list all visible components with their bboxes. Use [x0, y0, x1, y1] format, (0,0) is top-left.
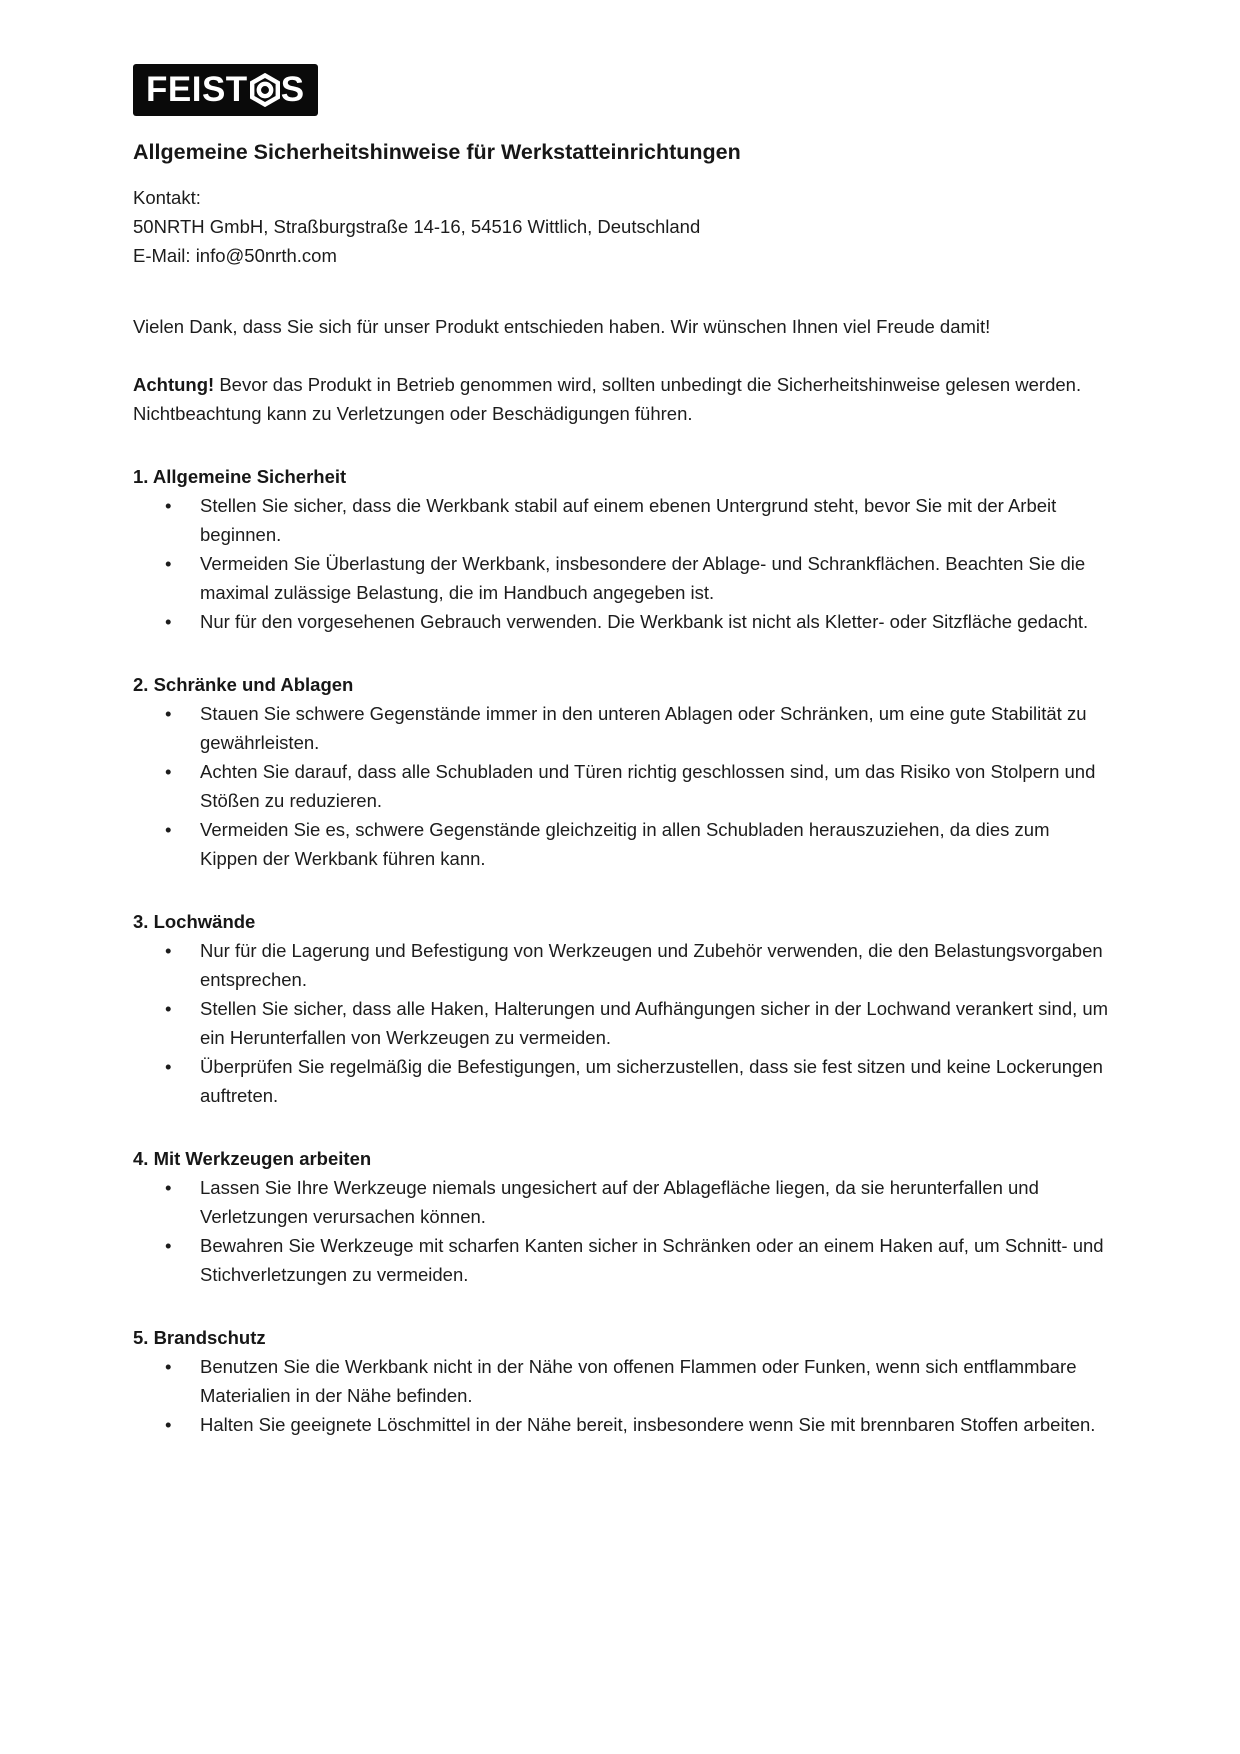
section-fire-protection — [133, 1323, 1110, 1439]
warning-paragraph — [133, 370, 1110, 428]
logo-text-left: FEIST — [146, 69, 248, 109]
contact-label: Kontakt: — [133, 187, 201, 208]
section-cabinets-shelves — [133, 670, 1110, 873]
list-item: • Achten Sie darauf, dass alle Schubladen und Türen richtig geschlossen sind, um das Risiko von Stolpern und Stößen zu reduzieren. — [200, 757, 1110, 815]
bullet-list — [133, 699, 1110, 873]
page-title: Allgemeine Sicherheitshinweise für Werkstatteinrichtungen — [133, 140, 741, 164]
list-item: • Halten Sie geeignete Löschmittel in der Nähe bereit, insbesondere wenn Sie mit brennbaren Stoffen arbeiten. — [200, 1410, 1110, 1439]
list-item: • Benutzen Sie die Werkbank nicht in der Nähe von offenen Flammen oder Funken, wenn sich entflammbare Materialien in der Nähe befinden. — [200, 1352, 1110, 1410]
list-item: • Stellen Sie sicher, dass die Werkbank stabil auf einem ebenen Untergrund steht, bevor Sie mit der Arbeit beginnen. — [200, 491, 1110, 549]
warning-text: Bevor das Produkt in Betrieb genommen wird, sollten unbedingt die Sicherheitshinweise gelesen werden. Nichtbeachtung kann zu Verletzungen oder Beschädigungen führen. — [133, 374, 1082, 424]
list-item: • Stellen Sie sicher, dass alle Haken, Halterungen und Aufhängungen sicher in der Lochwand verankert sind, um ein Herunterfallen von Werkzeugen zu vermeiden. — [200, 994, 1110, 1052]
section-general-safety — [133, 462, 1110, 636]
section-pegboards — [133, 907, 1110, 1110]
contact-address: 50NRTH GmbH, Straßburgstraße 14-16, 54516 Wittlich, Deutschland — [133, 216, 701, 237]
intro-block — [133, 312, 1110, 428]
bullet-list — [133, 1173, 1110, 1289]
bullet-list — [133, 1352, 1110, 1439]
thanks-paragraph: Vielen Dank, dass Sie sich für unser Produkt entschieden haben. Wir wünschen Ihnen viel Freude damit! — [133, 316, 991, 337]
bullet-list — [133, 491, 1110, 636]
section-heading: 5. Brandschutz — [133, 1327, 266, 1348]
hex-nut-icon — [250, 73, 280, 107]
contact-block — [133, 183, 1110, 270]
section-heading: 1. Allgemeine Sicherheit — [133, 466, 347, 487]
list-item: • Vermeiden Sie Überlastung der Werkbank, insbesondere der Ablage- und Schrankflächen. Beachten Sie die maximal zulässige Belastung, die im Handbuch angegeben ist. — [200, 549, 1110, 607]
list-item: • Stauen Sie schwere Gegenstände immer in den unteren Ablagen oder Schränken, um eine gute Stabilität zu gewährleisten. — [200, 699, 1110, 757]
list-item: • Vermeiden Sie es, schwere Gegenstände gleichzeitig in allen Schubladen herauszuziehen, da dies zum Kippen der Werkbank führen kann. — [200, 815, 1110, 873]
list-item: • Nur für die Lagerung und Befestigung von Werkzeugen und Zubehör verwenden, die den Belastungsvorgaben entsprechen. — [200, 936, 1110, 994]
bullet-list — [133, 936, 1110, 1110]
section-working-with-tools — [133, 1144, 1110, 1289]
section-heading: 2. Schränke und Ablagen — [133, 674, 354, 695]
list-item: • Lassen Sie Ihre Werkzeuge niemals ungesichert auf der Ablagefläche liegen, da sie herunterfallen und Verletzungen verursachen können. — [200, 1173, 1110, 1231]
feistos-logo — [133, 64, 318, 116]
logo-text-right: S — [280, 69, 305, 109]
list-item: • Überprüfen Sie regelmäßig die Befestigungen, um sicherzustellen, dass sie fest sitzen und keine Lockerungen auftreten. — [200, 1052, 1110, 1110]
list-item: • Nur für den vorgesehenen Gebrauch verwenden. Die Werkbank ist nicht als Kletter- oder Sitzfläche gedacht. — [200, 607, 1110, 636]
list-item: • Bewahren Sie Werkzeuge mit scharfen Kanten sicher in Schränken oder an einem Haken auf, um Schnitt- und Stichverletzungen zu vermeiden. — [200, 1231, 1110, 1289]
warning-label: Achtung! — [133, 374, 215, 395]
contact-email: E-Mail: info@50nrth.com — [133, 245, 337, 266]
section-heading: 3. Lochwände — [133, 911, 256, 932]
section-heading: 4. Mit Werkzeugen arbeiten — [133, 1148, 372, 1169]
